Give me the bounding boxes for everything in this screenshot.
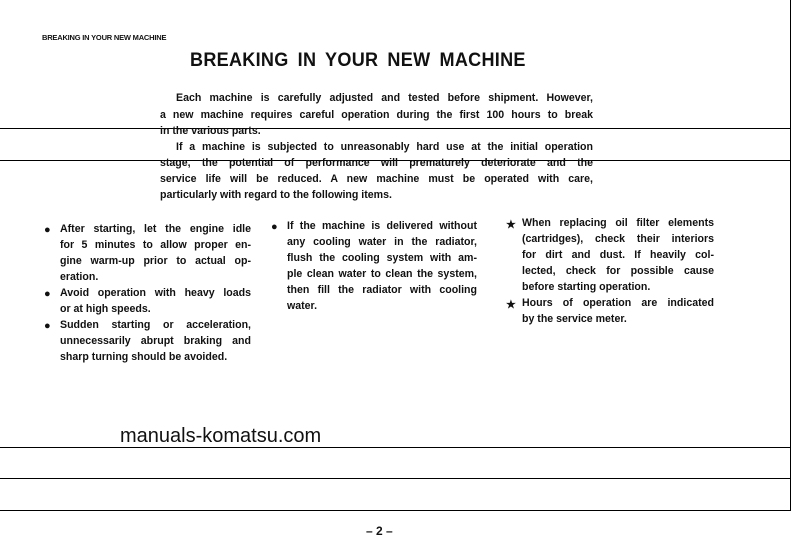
list-item-line: or at high speeds. [60, 303, 151, 315]
list-item-line: for dirt and dust. If heavily col- [522, 249, 714, 261]
list-item-line: lected, check for possible cause [522, 265, 714, 277]
intro-line: Each machine is carefully adjusted and tested before shipment. However, [176, 92, 593, 104]
page-number: – 2 – [366, 524, 393, 538]
star-icon: ★ [506, 299, 516, 311]
list-item-line: Sudden starting or acceleration, [60, 319, 251, 331]
intro-line: If a machine is subjected to unreasonably hard use at the initial operation [176, 141, 593, 153]
list-item-line: water. [287, 300, 318, 312]
page-edge-line [790, 0, 791, 511]
list-item-line: ple clean water to clean the system, [287, 268, 477, 280]
list-item-line: If the machine is delivered without [287, 220, 477, 232]
page-title: BREAKING IN YOUR NEW MACHINE [190, 50, 526, 71]
bullet-icon: ● [44, 320, 51, 332]
list-item-line: any cooling water in the radiator, [287, 236, 477, 248]
intro-line: service life will be reduced. A new machine must be operated with care, [160, 173, 593, 185]
intro-line: a new machine requires careful operation during the first 100 hours to break [160, 109, 593, 121]
star-icon: ★ [506, 219, 516, 231]
rule-line [0, 478, 790, 479]
list-item-line: Avoid operation with heavy loads [60, 287, 251, 299]
list-item-line: unnecessarily abrupt braking and [60, 335, 251, 347]
list-item-line: (cartridges), check their interiors [522, 233, 714, 245]
watermark-link[interactable]: manuals-komatsu.com [120, 425, 322, 447]
rule-line [0, 447, 790, 448]
list-item-line: When replacing oil filter elements [522, 217, 714, 229]
rule-line [0, 510, 790, 511]
list-item-line: for 5 minutes to allow proper en- [60, 239, 251, 251]
list-item-line: After starting, let the engine idle [60, 223, 251, 235]
intro-line: in the various parts. [160, 125, 261, 137]
bullet-icon: ● [44, 288, 51, 300]
bullet-icon: ● [44, 224, 51, 236]
list-item-line: by the service meter. [522, 313, 627, 325]
list-item-line: eration. [60, 271, 99, 283]
running-header: BREAKING IN YOUR NEW MACHINE [42, 33, 167, 42]
list-item-line: flush the cooling system with am- [287, 252, 477, 264]
list-item-line: then fill the radiator with cooling [287, 284, 477, 296]
bullet-icon: ● [271, 221, 278, 233]
list-item-line: sharp turning should be avoided. [60, 351, 228, 363]
list-item-line: Hours of operation are indicated [522, 297, 714, 309]
list-item-line: gine warm-up prior to actual op- [60, 255, 251, 267]
intro-line: stage, the potential of performance will prematurely deteriorate and the [160, 157, 593, 169]
intro-line: particularly with regard to the following items. [160, 189, 392, 201]
list-item-line: before starting operation. [522, 281, 651, 293]
